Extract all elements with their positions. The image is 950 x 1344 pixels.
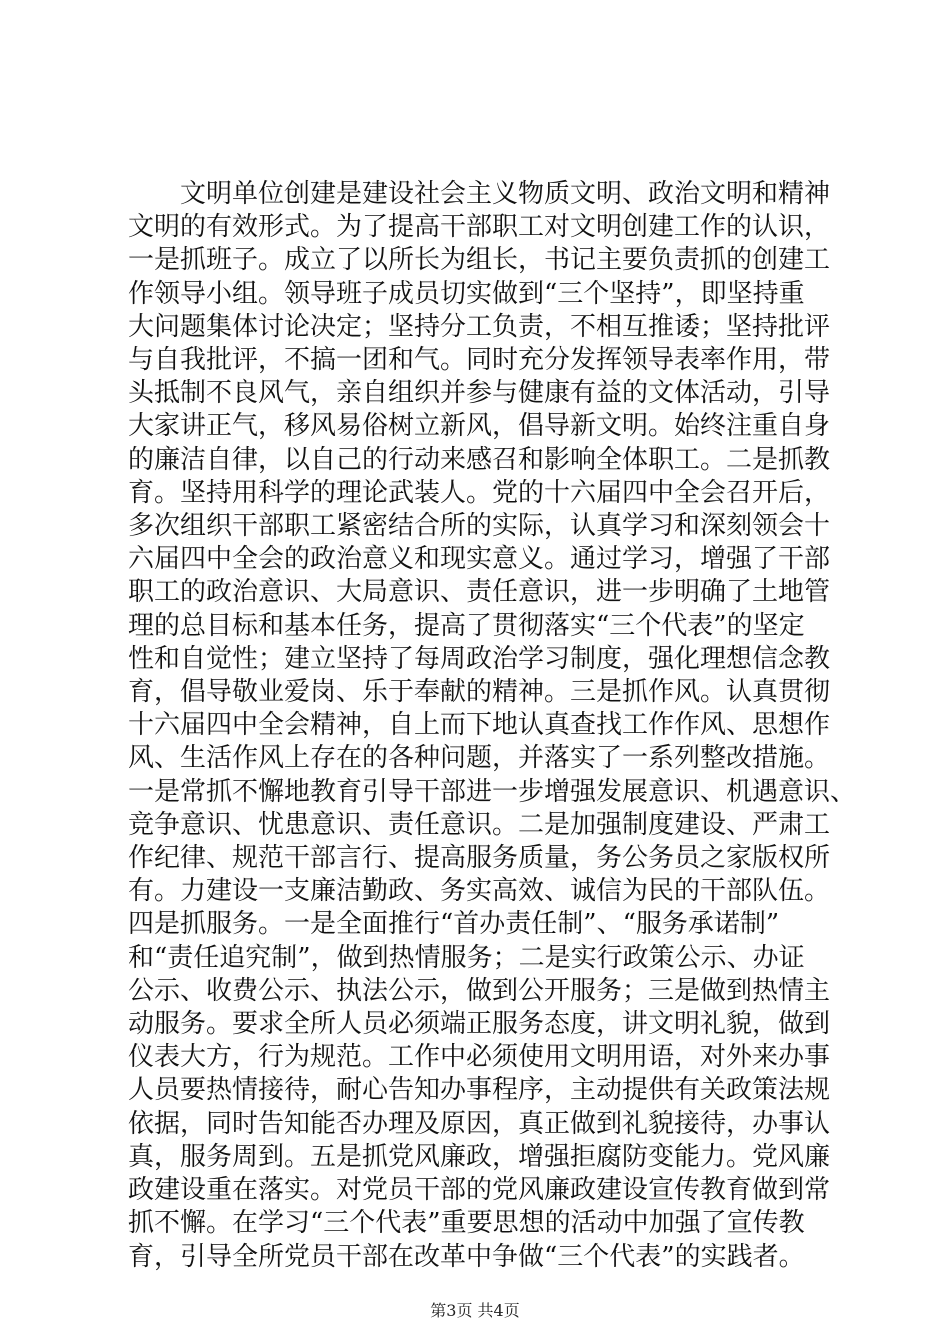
text-line: 理的总目标和基本任务，提高了贯彻落实“三个代表”的坚定	[128, 610, 805, 641]
text-line: 仪表大方，行为规范。工作中必须使用文明用语，对外来办事	[128, 1042, 831, 1073]
text-line: 六届四中全会的政治意义和现实意义。通过学习，增强了干部	[128, 544, 831, 575]
text-line: 风、生活作风上存在的各种问题，并落实了一系列整改措施。	[128, 743, 831, 774]
text-line: 政建设重在落实。对党员干部的党风廉政建设宣传教育做到常	[128, 1175, 831, 1206]
text-line: 和“责任追究制”，做到热情服务；二是实行政策公示、办证	[128, 942, 805, 973]
text-line: 公示、收费公示、执法公示，做到公开服务；三是做到热情主	[128, 975, 831, 1006]
page-number-footer: 第3页 共4页	[430, 1301, 520, 1320]
text-line: 多次组织干部职工紧密结合所的实际，认真学习和深刻领会十	[128, 511, 831, 542]
text-line: 育，引导全所党员干部在改革中争做“三个代表”的实践者。	[128, 1241, 805, 1272]
text-line: 育，倡导敬业爱岗、乐于奉献的精神。三是抓作风。认真贯彻	[128, 677, 831, 708]
text-line: 真，服务周到。五是抓党风廉政，增强拒腐防变能力。党风廉	[128, 1141, 831, 1172]
text-line: 职工的政治意识、大局意识、责任意识，进一步明确了土地管	[128, 577, 831, 608]
text-line: 抓不懈。在学习“三个代表”重要思想的活动中加强了宣传教	[128, 1208, 805, 1239]
text-line: 育。坚持用科学的理论武装人。党的十六届四中全会召开后，	[128, 477, 831, 508]
text-line: 大问题集体讨论决定；坚持分工负责，不相互推诿；坚持批评	[128, 311, 831, 342]
text-line: 作纪律、规范干部言行、提高服务质量，务公务员之家版权所	[128, 843, 831, 874]
text-line: 大家讲正气，移风易俗树立新风，倡导新文明。始终注重自身	[128, 411, 831, 442]
text-line: 一是抓班子。成立了以所长为组长，书记主要负责抓的创建工	[128, 245, 831, 276]
text-line: 人员要热情接待，耐心告知办事程序，主动提供有关政策法规	[128, 1075, 831, 1106]
text-line: 性和自觉性；建立坚持了每周政治学习制度，强化理想信念教	[128, 643, 831, 674]
text-line: 十六届四中全会精神，自上而下地认真查找工作作风、思想作	[128, 710, 831, 741]
text-line: 与自我批评，不搞一团和气。同时充分发挥领导表率作用，带	[128, 345, 831, 376]
text-line: 作领导小组。领导班子成员切实做到“三个坚持”，即坚持重	[128, 278, 805, 309]
text-line: 有。力建设一支廉洁勤政、务实高效、诚信为民的干部队伍。	[128, 876, 831, 907]
text-line: 的廉洁自律，以自己的行动来感召和影响全体职工。二是抓教	[128, 444, 831, 475]
text-line: 文明的有效形式。为了提高干部职工对文明创建工作的认识，	[128, 212, 831, 243]
text-line: 四是抓服务。一是全面推行“首办责任制”、“服务承诺制”	[128, 909, 780, 940]
text-line: 竞争意识、忧患意识、责任意识。二是加强制度建设、严肃工	[128, 809, 831, 840]
text-line: 文明单位创建是建设社会主义物质文明、政治文明和精神	[180, 179, 831, 209]
text-line: 头抵制不良风气，亲自组织并参与健康有益的文体活动，引导	[128, 378, 831, 409]
text-line: 一是常抓不懈地教育引导干部进一步增强发展意识、机遇意识、	[128, 776, 857, 807]
text-line: 依据，同时告知能否办理及原因，真正做到礼貌接待，办事认	[128, 1108, 831, 1139]
text-line: 动服务。要求全所人员必须端正服务态度，讲文明礼貌，做到	[128, 1009, 831, 1040]
body-paragraph	[128, 178, 857, 1274]
